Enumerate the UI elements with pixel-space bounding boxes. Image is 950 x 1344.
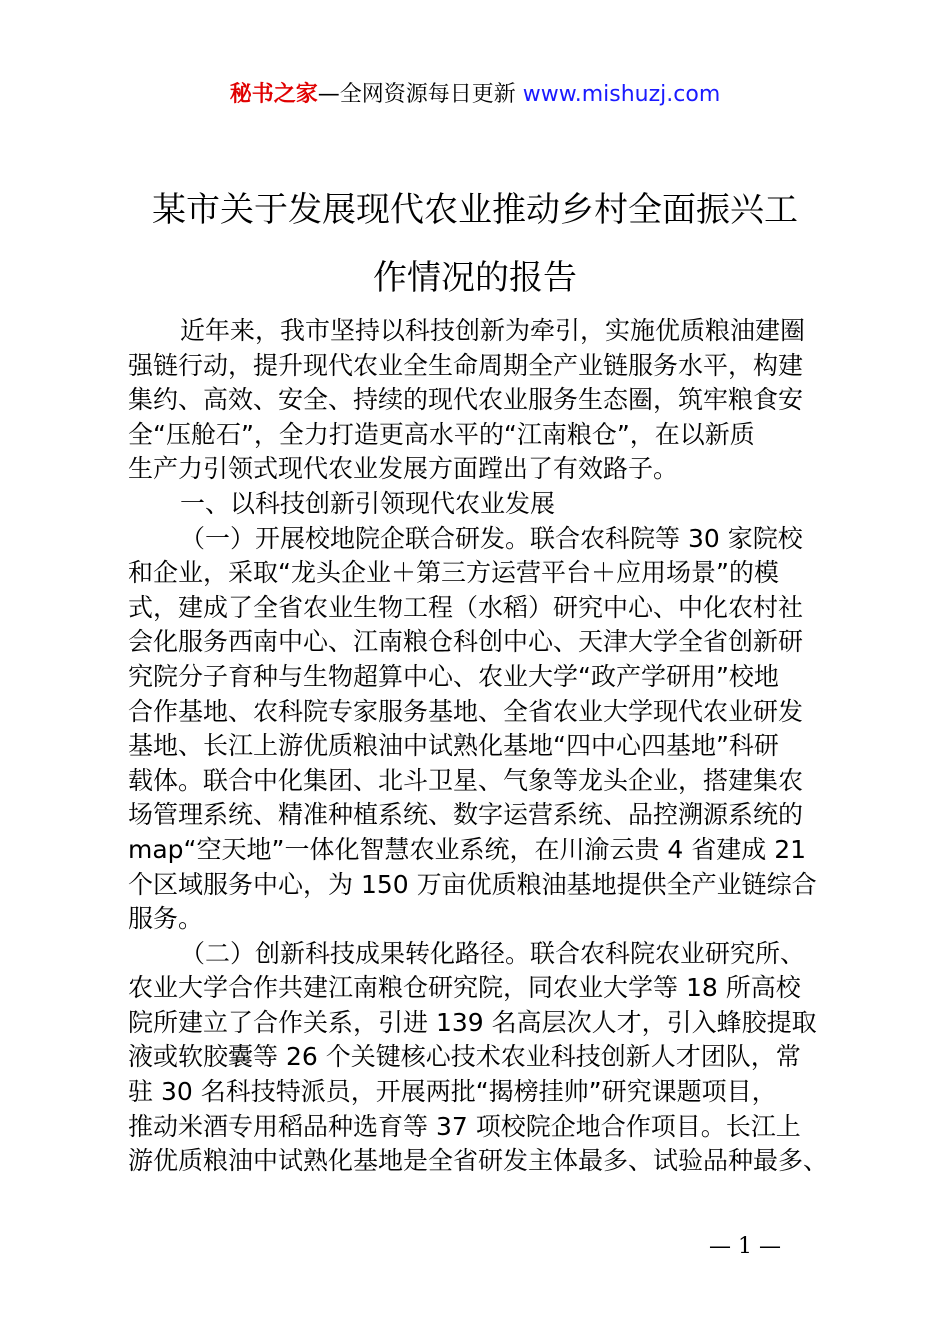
document-title-line-1: 某市关于发展现代农业推动乡村全面振兴工 — [152, 190, 798, 230]
body-line: 会化服务西南中心、江南粮仓科创中心、天津大学全省创新研 — [128, 627, 804, 657]
body-line: 近年来，我市坚持以科技创新为牵引，实施优质粮油建圈 — [180, 316, 806, 345]
section-heading: 一、以科技创新引领现代农业发展 — [180, 488, 556, 518]
body-line: 集约、高效、安全、持续的现代农业服务生态圈，筑牢粮食安 — [128, 385, 804, 415]
body-line: 液或软胶囊等 26 个关键核心技术农业科技创新人才团队，常 — [128, 1042, 801, 1072]
body-line: 生产力引领式现代农业发展方面蹚出了有效路子。 — [128, 454, 679, 484]
document-title-line-2: 作情况的报告 — [373, 258, 577, 298]
body-line: 游优质粮油中试熟化基地是全省研发主体最多、试验品种最多、 — [128, 1146, 829, 1176]
body-line: 载体。联合中化集团、北斗卫星、气象等龙头企业，搭建集农 — [128, 765, 804, 795]
body-line: 强链行动，提升现代农业全生命周期全产业链服务水平，构建 — [128, 350, 804, 380]
body-line: 服务。 — [128, 904, 204, 934]
body-line: （一）开展校地院企联合研发。联合农科院等 30 家院校 — [180, 523, 803, 553]
body-line: 和企业，采取“龙头企业＋第三方运营平台＋应用场景”的模 — [128, 558, 779, 588]
site-slogan: —全网资源每日更新 — [317, 82, 523, 107]
body-line: map“空天地”一体化智慧农业系统，在川渝云贵 4 省建成 21 — [128, 834, 807, 864]
page-number: — 1 — — [709, 1234, 781, 1259]
body-line: 农业大学合作共建江南粮仓研究院，同农业大学等 18 所高校 — [128, 973, 801, 1003]
site-brand: 秘书之家 — [229, 82, 318, 107]
document-body — [128, 314, 840, 1179]
body-line: 式，建成了全省农业生物工程（水稻）研究中心、中化农村社 — [128, 592, 804, 622]
body-line: 合作基地、农科院专家服务基地、全省农业大学现代农业研发 — [128, 696, 804, 726]
body-line: 基地、长江上游优质粮油中试熟化基地“四中心四基地”科研 — [128, 731, 779, 761]
site-url[interactable]: www.mishuzj.com — [522, 82, 721, 107]
body-line: 院所建立了合作关系，引进 139 名高层次人才，引入蜂胶提取 — [128, 1007, 817, 1037]
site-header — [0, 80, 950, 110]
body-line: （二）创新科技成果转化路径。联合农科院农业研究所、 — [180, 938, 806, 968]
body-line: 个区域服务中心，为 150 万亩优质粮油基地提供全产业链综合 — [128, 869, 817, 899]
body-line: 全“压舱石”，全力打造更高水平的“江南粮仓”，在以新质 — [128, 419, 755, 449]
body-line: 究院分子育种与生物超算中心、农业大学“政产学研用”校地 — [128, 661, 779, 691]
body-line: 推动米酒专用稻品种选育等 37 项校院企地合作项目。长江上 — [128, 1111, 801, 1141]
body-line: 驻 30 名科技特派员，开展两批“揭榜挂帅”研究课题项目， — [128, 1077, 777, 1107]
body-line: 场管理系统、精准种植系统、数字运营系统、品控溯源系统的 — [128, 800, 804, 830]
